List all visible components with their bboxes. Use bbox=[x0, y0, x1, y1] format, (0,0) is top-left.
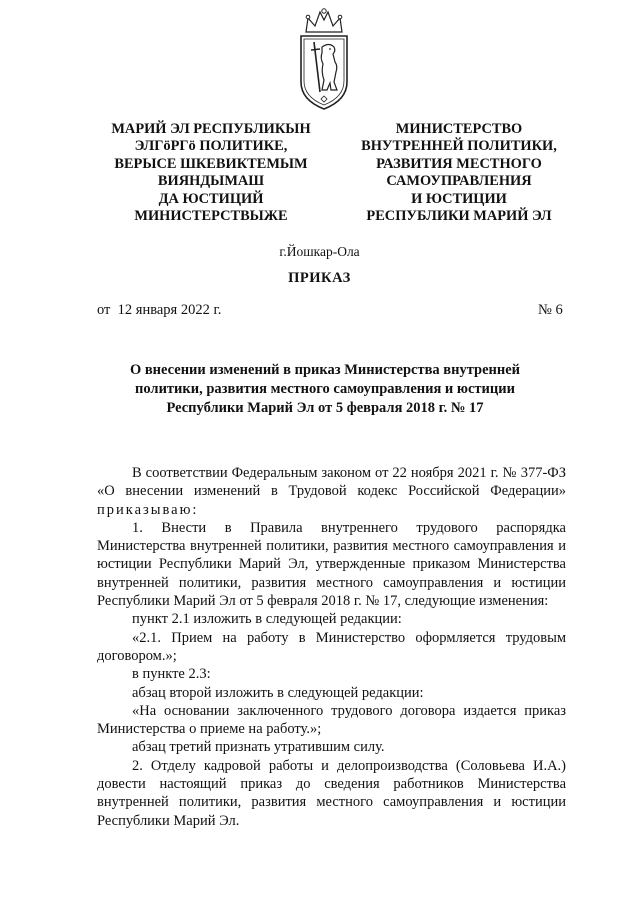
header-left-line: ДА ЮСТИЦИЙ bbox=[158, 190, 264, 207]
header-left-marii bbox=[86, 121, 336, 225]
body-paragraph-8: 2. Отделу кадровой работы и делопроизводства (Соловьева И.А.) довести настоящий приказ до сведения работников Министерства внутренней политики, развития местного самоуправления и юстиции Республики Марий Эл. bbox=[97, 757, 566, 829]
document-title: ПРИКАЗ bbox=[288, 270, 351, 286]
header-right-russian bbox=[334, 121, 584, 225]
body-paragraph-4: в пункте 2.3: bbox=[132, 666, 211, 683]
orders-word: приказываю: bbox=[97, 501, 199, 518]
header-left-line: МАРИЙ ЭЛ РЕСПУБЛИКЫН bbox=[111, 121, 311, 137]
document-number: № 6 bbox=[538, 302, 563, 318]
header-left-line: ВИЯНДЫМАШ bbox=[157, 173, 265, 190]
header-right-line: РАЗВИТИЯ МЕСТНОГО bbox=[376, 155, 542, 172]
body-paragraph-5: абзац второй изложить в следующей редакции: bbox=[132, 684, 424, 701]
body-paragraph-2: пункт 2.1 изложить в следующей редакции: bbox=[132, 611, 402, 628]
document-body bbox=[97, 464, 566, 830]
header-right-line: МИНИСТЕРСТВО bbox=[395, 121, 523, 137]
subject-line: О внесении изменений в приказ Министерства внутренней bbox=[129, 362, 521, 378]
header-left-line: МИНИСТЕРСТВЫЖЕ bbox=[134, 208, 288, 225]
body-paragraph-6: «На основании заключенного трудового договора издается приказ Министерства о приеме на работу.»; bbox=[97, 702, 566, 738]
coat-of-arms-emblem bbox=[296, 6, 352, 112]
document-subject bbox=[100, 361, 550, 418]
subject-line: политики, развития местного самоуправления и юстиции bbox=[135, 381, 515, 397]
header-right-line: ВНУТРЕННЕЙ ПОЛИТИКИ, bbox=[361, 138, 557, 155]
body-paragraph-7: абзац третий признать утратившим силу. bbox=[132, 739, 385, 756]
city-name: г.Йошкар-Ола bbox=[279, 244, 360, 259]
header-right-line: САМОУПРАВЛЕНИЯ bbox=[386, 173, 532, 190]
header-left-line: ВЕРЫСЕ ШКЕВИКТЕМЫМ bbox=[114, 155, 308, 172]
body-paragraph-1: 1. Внести в Правила внутреннего трудового распорядка Министерства внутренней политики, развития местного самоуправления и юстиции Республики Марий Эл, утвержденные приказом Министерства внутренней политики, развития местного самоуправления и юстиции Республики Марий Эл от 5 февраля 2018 г. № 17, следующие изменения: bbox=[97, 519, 566, 610]
body-intro-paragraph bbox=[97, 464, 566, 519]
header-right-line: И ЮСТИЦИИ bbox=[411, 190, 507, 207]
document-date: от 12 января 2022 г. bbox=[97, 302, 222, 318]
header-right-line: РЕСПУБЛИКИ МАРИЙ ЭЛ bbox=[366, 208, 552, 225]
subject-line: Республики Марий Эл от 5 февраля 2018 г. № 17 bbox=[166, 400, 484, 416]
header-left-line: ЭЛГӧРГӧ ПОЛИТИКЕ, bbox=[134, 138, 288, 155]
body-paragraph-3: «2.1. Прием на работу в Министерство оформляется трудовым договором.»; bbox=[97, 629, 566, 664]
intro-text: В соответствии Федеральным законом от 22 ноября 2021 г. № 377-ФЗ «О внесении изменений в Трудовой кодекс Российской Федерации» bbox=[97, 465, 566, 500]
